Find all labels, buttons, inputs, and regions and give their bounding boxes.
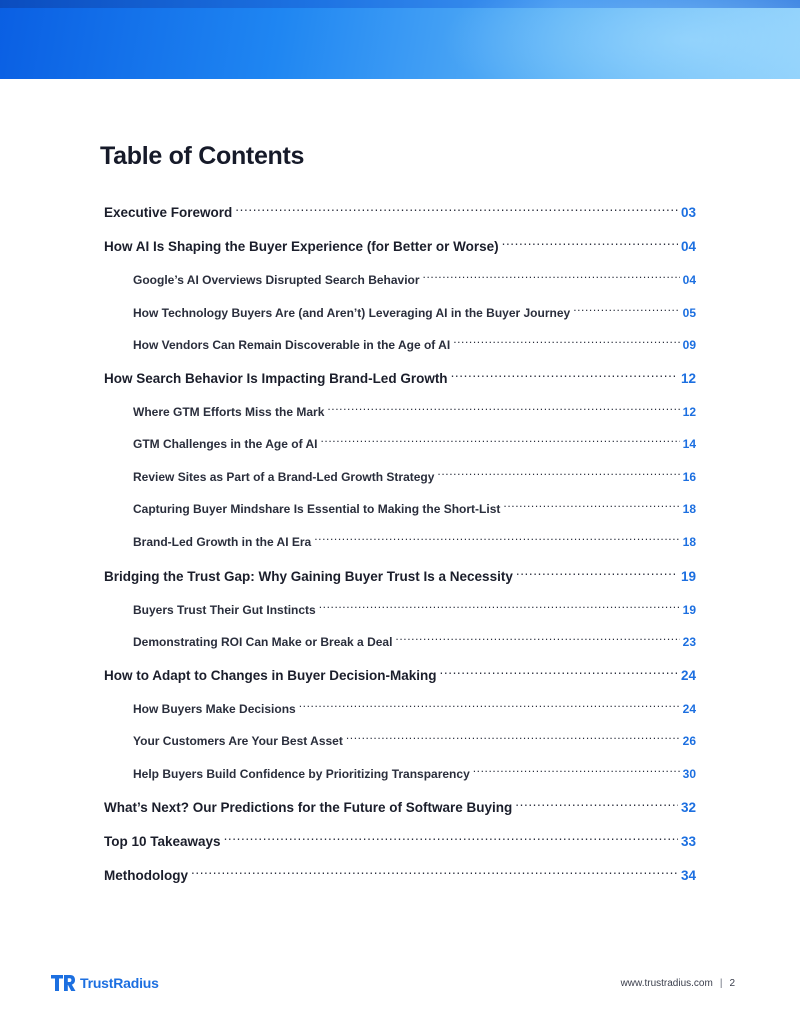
toc-subsection-entry[interactable] — [133, 428, 696, 451]
toc-page-number: 19 — [682, 603, 696, 617]
toc-entry-label: How Search Behavior Is Impacting Brand-Led Growth — [104, 371, 448, 386]
toc-entry-label: Executive Foreword — [104, 205, 233, 220]
toc-dot-leader — [346, 725, 680, 745]
toc-dot-leader — [515, 792, 678, 812]
toc-dot-leader — [453, 329, 679, 349]
logo-text: TrustRadius — [80, 975, 159, 991]
toc-dot-leader — [314, 526, 679, 546]
toc-dot-leader — [235, 197, 678, 217]
toc-section-entry[interactable] — [104, 660, 696, 683]
toc-entry-label: How AI Is Shaping the Buyer Experience (for Better or Worse) — [104, 239, 499, 254]
toc-page-number: 18 — [682, 502, 696, 516]
toc-page-number: 24 — [682, 702, 696, 716]
toc-page-number: 32 — [680, 800, 696, 815]
trustradius-logo — [50, 973, 159, 993]
toc-page-number: 03 — [680, 205, 696, 220]
toc-section-entry[interactable] — [104, 826, 696, 849]
toc-entry-label: Review Sites as Part of a Brand-Led Growth Strategy — [133, 470, 435, 484]
page-title: Table of Contents — [100, 142, 305, 170]
toc-dot-leader — [191, 860, 678, 880]
toc-subsection-entry[interactable] — [133, 526, 696, 549]
toc-dot-leader — [573, 297, 679, 317]
toc-subsection-entry[interactable] — [133, 297, 696, 320]
toc-dot-leader — [516, 561, 678, 581]
toc-dot-leader — [473, 758, 680, 778]
toc-entry-label: Methodology — [104, 868, 188, 883]
toc-entry-label: How to Adapt to Changes in Buyer Decision-Making — [104, 668, 437, 683]
toc-dot-leader — [423, 264, 680, 284]
toc-dot-leader — [451, 363, 678, 383]
toc-entry-label: Demonstrating ROI Can Make or Break a Deal — [133, 635, 393, 649]
toc-entry-label: Buyers Trust Their Gut Instincts — [133, 603, 316, 617]
toc-entry-label: How Technology Buyers Are (and Aren’t) Leveraging AI in the Buyer Journey — [133, 306, 571, 320]
trustradius-logo-icon — [50, 973, 76, 993]
toc-dot-leader — [299, 693, 680, 713]
toc-dot-leader — [395, 626, 679, 646]
toc-dot-leader — [437, 461, 679, 481]
footer-separator: | — [719, 978, 723, 989]
header-banner — [0, 0, 800, 79]
toc-subsection-entry[interactable] — [133, 329, 696, 352]
website-link[interactable]: www.trustradius.com — [620, 978, 713, 989]
toc-subsection-entry[interactable] — [133, 594, 696, 617]
toc-page-number: 19 — [680, 569, 696, 584]
toc-entry-label: GTM Challenges in the Age of AI — [133, 437, 318, 451]
toc-section-entry[interactable] — [104, 561, 696, 584]
toc-entry-label: Your Customers Are Your Best Asset — [133, 734, 343, 748]
toc-page-number: 34 — [680, 868, 696, 883]
toc-subsection-entry[interactable] — [133, 758, 696, 781]
toc-entry-label: Top 10 Takeaways — [104, 834, 221, 849]
toc-page-number: 16 — [682, 470, 696, 484]
toc-subsection-entry[interactable] — [133, 264, 696, 287]
toc-page-number: 30 — [682, 767, 696, 781]
toc-dot-leader — [327, 396, 679, 416]
toc-entry-label: Bridging the Trust Gap: Why Gaining Buyer Trust Is a Necessity — [104, 569, 513, 584]
toc-subsection-entry[interactable] — [133, 493, 696, 516]
toc-page-number: 23 — [682, 635, 696, 649]
toc-section-entry[interactable] — [104, 363, 696, 386]
toc-subsection-entry[interactable] — [133, 461, 696, 484]
toc-dot-leader — [319, 594, 680, 614]
toc-subsection-entry[interactable] — [133, 725, 696, 748]
toc-page-number: 04 — [680, 239, 696, 254]
toc-section-entry[interactable] — [104, 197, 696, 220]
toc-entry-label: How Vendors Can Remain Discoverable in the Age of AI — [133, 338, 451, 352]
toc-section-entry[interactable] — [104, 792, 696, 815]
toc-entry-label: Help Buyers Build Confidence by Prioritizing Transparency — [133, 767, 470, 781]
toc-page-number: 04 — [682, 273, 696, 287]
toc-entry-label: Brand-Led Growth in the AI Era — [133, 535, 312, 549]
toc-dot-leader — [320, 428, 679, 448]
toc-page-number: 12 — [682, 405, 696, 419]
toc-subsection-entry[interactable] — [133, 693, 696, 716]
toc-page-number: 14 — [682, 437, 696, 451]
toc-page-number: 12 — [680, 371, 696, 386]
toc-page-number: 09 — [682, 338, 696, 352]
toc-page-number: 26 — [682, 734, 696, 748]
toc-entry-label: How Buyers Make Decisions — [133, 702, 296, 716]
toc-entry-label: Capturing Buyer Mindshare Is Essential to Making the Short-List — [133, 502, 501, 516]
toc-dot-leader — [440, 660, 678, 680]
toc-subsection-entry[interactable] — [133, 396, 696, 419]
toc-entry-label: Google’s AI Overviews Disrupted Search Behavior — [133, 273, 420, 287]
toc-dot-leader — [502, 231, 678, 251]
toc-page-number: 18 — [682, 535, 696, 549]
page-number: 2 — [729, 978, 735, 989]
toc-section-entry[interactable] — [104, 860, 696, 883]
toc-subsection-entry[interactable] — [133, 626, 696, 649]
toc-entry-label: Where GTM Efforts Miss the Mark — [133, 405, 325, 419]
toc-entry-label: What’s Next? Our Predictions for the Future of Software Buying — [104, 800, 513, 815]
toc-page-number: 33 — [680, 834, 696, 849]
page-footer — [621, 978, 735, 989]
toc-page-number: 05 — [682, 306, 696, 320]
toc-section-entry[interactable] — [104, 231, 696, 254]
toc-dot-leader — [503, 493, 679, 513]
toc-dot-leader — [224, 826, 678, 846]
toc-page-number: 24 — [680, 668, 696, 683]
